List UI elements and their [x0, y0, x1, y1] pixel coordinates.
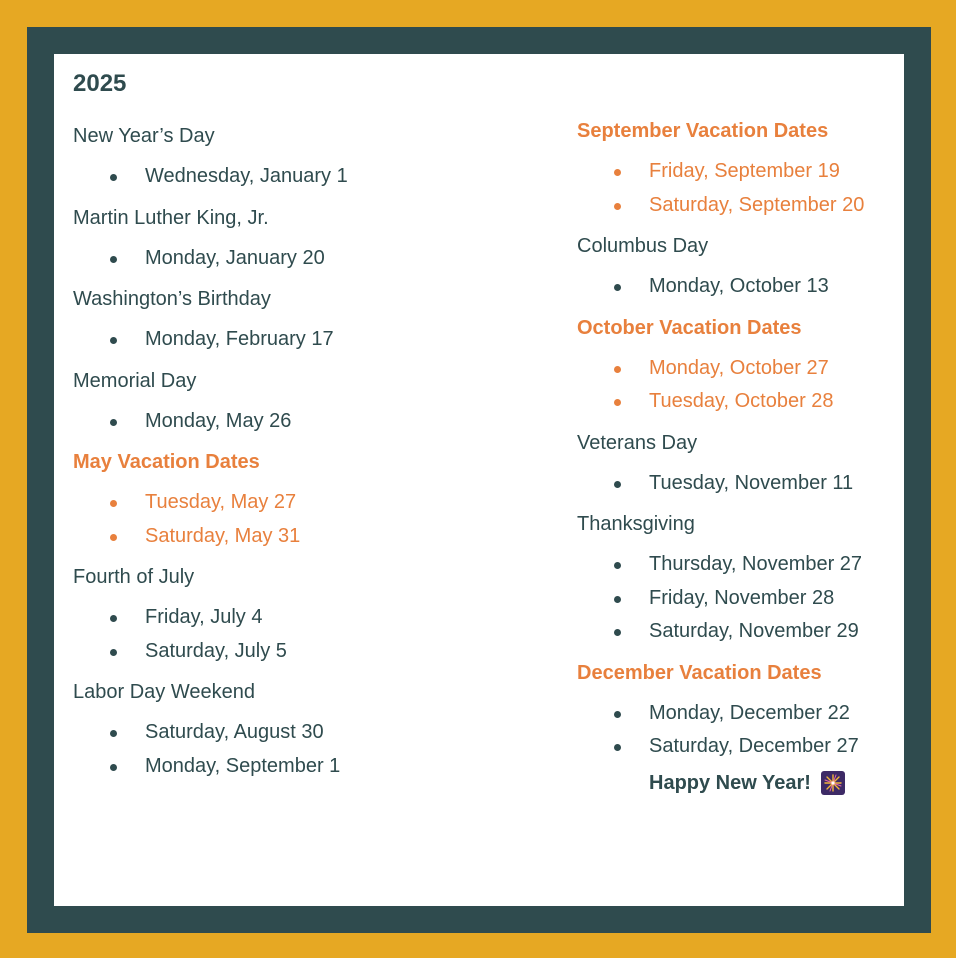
date-list [73, 160, 513, 194]
section-heading: Fourth of July [73, 566, 195, 588]
section-heading: Veterans Day [577, 431, 698, 454]
section-heading: Thanksgiving [577, 513, 695, 535]
date-list [73, 323, 513, 357]
date-item: Tuesday, November 11 [577, 467, 897, 501]
section-heading: Martin Luther King, Jr. [73, 206, 269, 229]
section-heading: Columbus Day [577, 235, 709, 257]
date-item: Monday, February 17 [73, 323, 513, 357]
vacation-heading: May Vacation Dates [73, 451, 260, 473]
greeting-text: Happy New Year! [649, 771, 811, 794]
right-column [577, 115, 897, 798]
date-item: Monday, May 26 [73, 405, 513, 439]
date-list [577, 270, 897, 304]
section-heading: Washington’s Birthday [73, 288, 271, 310]
date-item: Saturday, December 27 [577, 730, 897, 764]
date-item: Saturday, July 5 [73, 635, 513, 669]
date-list [73, 716, 513, 783]
vacation-date-list [577, 352, 897, 419]
year-title: 2025 [73, 70, 127, 97]
vacation-heading: September Vacation Dates [577, 120, 829, 142]
section-heading: New Year’s Day [73, 125, 215, 147]
date-item: Monday, September 1 [73, 750, 513, 784]
vacation-date-item: Saturday, September 20 [577, 189, 897, 223]
date-item: Friday, July 4 [73, 601, 513, 635]
date-item: Monday, January 20 [73, 242, 513, 276]
vacation-date-list [73, 486, 513, 553]
date-item: Friday, November 28 [577, 582, 897, 616]
date-item: Thursday, November 27 [577, 548, 897, 582]
holiday-card [54, 54, 904, 906]
vacation-date-item: Tuesday, October 28 [577, 385, 897, 419]
fireworks-icon [821, 771, 845, 795]
date-list [577, 467, 897, 501]
date-list [577, 548, 897, 649]
vacation-heading: December Vacation Dates [577, 661, 822, 684]
vacation-date-item: Tuesday, May 27 [73, 486, 513, 520]
vacation-date-item: Friday, September 19 [577, 155, 897, 189]
date-list [73, 601, 513, 668]
date-list [73, 405, 513, 439]
date-list [73, 242, 513, 276]
section-heading: Labor Day Weekend [73, 681, 255, 703]
vacation-date-list [577, 155, 897, 222]
date-item: Saturday, August 30 [73, 716, 513, 750]
date-item: Monday, December 22 [577, 697, 897, 731]
vacation-date-item: Monday, October 27 [577, 352, 897, 386]
date-item: Saturday, November 29 [577, 615, 897, 649]
date-item: Wednesday, January 1 [73, 160, 513, 194]
vacation-date-list [577, 697, 897, 764]
greeting [649, 768, 897, 798]
left-column [73, 120, 513, 791]
vacation-date-item: Saturday, May 31 [73, 520, 513, 554]
vacation-heading: October Vacation Dates [577, 316, 802, 339]
section-heading: Memorial Day [73, 369, 197, 392]
date-item: Monday, October 13 [577, 270, 897, 304]
